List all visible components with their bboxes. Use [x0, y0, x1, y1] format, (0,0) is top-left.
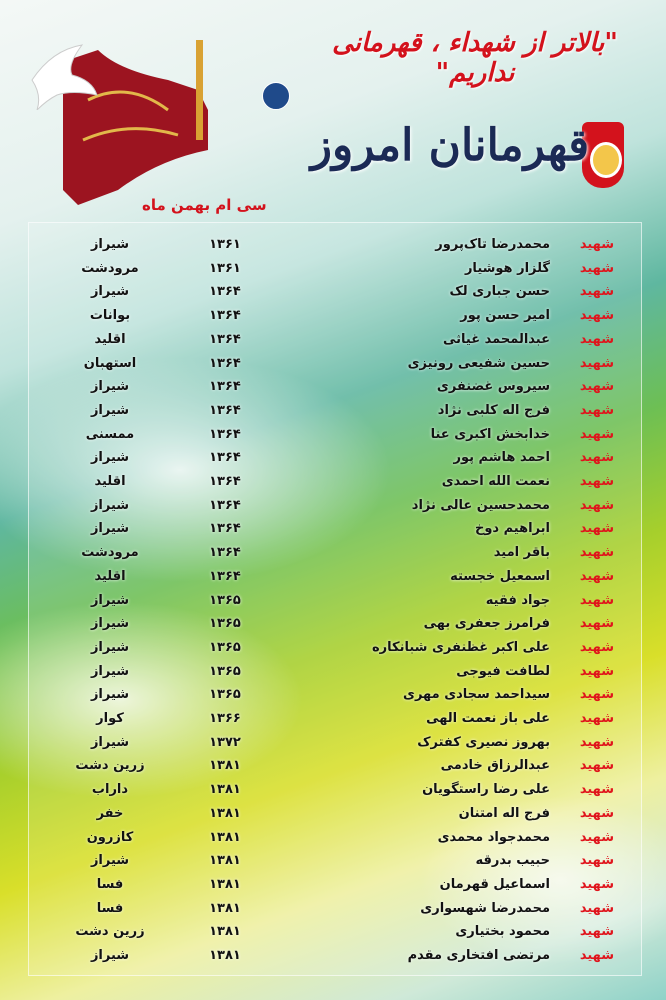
list-item — [0, 920, 666, 943]
martyr-name: بهروز نصیری کفترک — [417, 734, 550, 750]
list-item — [0, 399, 666, 422]
list-item — [0, 328, 666, 351]
martyr-label: شهید — [579, 876, 614, 892]
martyr-city: شیراز — [90, 284, 130, 300]
martyr-label: شهید — [579, 663, 614, 679]
list-item — [0, 494, 666, 517]
list-item — [0, 612, 666, 635]
martyr-city: کوار — [96, 711, 124, 726]
martyr-year: ۱۳۶۵ — [209, 687, 241, 703]
martyr-name: علی باز نعمت الهی — [426, 711, 550, 726]
list-item — [0, 280, 666, 303]
martyr-year: ۱۳۷۲ — [209, 734, 241, 750]
martyr-label: شهید — [579, 284, 614, 300]
martyr-label: شهید — [579, 426, 614, 442]
martyr-year: ۱۳۶۴ — [209, 545, 241, 561]
list-item — [0, 660, 666, 683]
martyr-year: ۱۳۸۱ — [209, 853, 241, 869]
martyr-name: فرج اله کلبی نژاد — [437, 402, 550, 418]
martyr-label: شهید — [579, 402, 614, 418]
list-item — [0, 423, 666, 446]
martyr-city: شیراز — [90, 237, 130, 252]
martyr-label: شهید — [579, 853, 614, 869]
list-item — [0, 636, 666, 659]
martyr-label: شهید — [579, 900, 614, 916]
martyr-city: اقلید — [94, 474, 126, 489]
list-item — [0, 754, 666, 777]
martyr-year: ۱۳۶۵ — [209, 639, 241, 655]
martyr-label: شهید — [579, 237, 614, 252]
martyr-year: ۱۳۶۴ — [209, 379, 241, 395]
martyr-label: شهید — [579, 355, 614, 371]
martyr-label: شهید — [579, 474, 614, 489]
martyr-year: ۱۳۶۴ — [209, 521, 241, 537]
martyr-label: شهید — [579, 521, 614, 537]
martyr-year: ۱۳۶۴ — [209, 474, 241, 489]
list-item — [0, 233, 666, 256]
seal-logo — [262, 82, 290, 110]
list-item — [0, 897, 666, 920]
martyr-city: خفر — [96, 805, 124, 821]
martyr-name: سیداحمد سجادی مهری — [403, 687, 550, 703]
list-item — [0, 707, 666, 730]
martyr-year: ۱۳۶۴ — [209, 497, 241, 513]
martyr-name: اسمعیل خجسته — [450, 568, 550, 584]
martyr-city: شیراز — [90, 592, 130, 608]
martyr-city: شیراز — [90, 497, 130, 513]
martyr-name: ابراهیم دوخ — [474, 521, 550, 537]
martyr-name: علی اکبر غظنفری شبانکاره — [372, 639, 550, 655]
flag-pole — [196, 40, 203, 140]
martyr-name: احمد هاشم پور — [453, 450, 550, 466]
martyr-name: محمود بختیاری — [455, 924, 550, 940]
martyr-name: گلزار هوشیار — [464, 260, 550, 276]
martyr-name: محمدجواد محمدی — [437, 829, 550, 845]
martyr-name: حسن جباری لک — [449, 284, 550, 300]
martyr-city: شیراز — [90, 379, 130, 395]
list-item — [0, 446, 666, 469]
page-title: قهرمانان امروز — [310, 120, 590, 171]
martyr-city: مرودشت — [81, 260, 139, 276]
martyr-name: اسماعیل قهرمان — [439, 876, 550, 892]
martyr-city: شیراز — [90, 853, 130, 869]
martyr-name: جواد فقیه — [485, 592, 550, 608]
martyr-year: ۱۳۶۴ — [209, 402, 241, 418]
header-quote: "بالاتر از شهداء ، قهرمانی نداریم" — [332, 28, 618, 88]
martyr-year: ۱۳۸۱ — [209, 758, 241, 774]
list-item — [0, 683, 666, 706]
martyr-label: شهید — [579, 758, 614, 774]
martyr-city: شیراز — [90, 616, 130, 632]
martyr-label: شهید — [579, 308, 614, 324]
martyr-city: شیراز — [90, 450, 130, 466]
martyr-label: شهید — [579, 782, 614, 798]
martyr-year: ۱۳۶۴ — [209, 450, 241, 466]
martyr-year: ۱۳۶۱ — [209, 237, 241, 252]
martyr-label: شهید — [579, 379, 614, 395]
martyr-city: ممسنی — [85, 426, 135, 442]
list-item — [0, 944, 666, 967]
martyr-city: شیراز — [90, 402, 130, 418]
list-item — [0, 778, 666, 801]
list-item — [0, 517, 666, 540]
martyr-name: عبدالرزاق خادمی — [440, 758, 550, 774]
martyr-label: شهید — [579, 734, 614, 750]
martyr-name: حبیب بدرقه — [475, 853, 550, 869]
martyr-label: شهید — [579, 829, 614, 845]
martyr-label: شهید — [579, 616, 614, 632]
martyr-city: شیراز — [90, 639, 130, 655]
martyr-label: شهید — [579, 639, 614, 655]
martyr-city: کازرون — [86, 829, 134, 845]
martyr-name: سیروس غضنفری — [436, 379, 550, 395]
list-item — [0, 565, 666, 588]
martyr-city: شیراز — [90, 687, 130, 703]
martyr-year: ۱۳۶۵ — [209, 616, 241, 632]
martyr-name: مرتضی افتخاری مقدم — [407, 948, 550, 963]
martyr-label: شهید — [579, 711, 614, 726]
martyr-label: شهید — [579, 687, 614, 703]
martyr-year: ۱۳۸۱ — [209, 829, 241, 845]
martyr-year: ۱۳۸۱ — [209, 900, 241, 916]
list-item — [0, 826, 666, 849]
martyr-city: زرین دشت — [75, 924, 145, 940]
martyr-year: ۱۳۶۶ — [209, 711, 241, 726]
martyr-year: ۱۳۶۴ — [209, 284, 241, 300]
martyr-name: فرج اله امتنان — [458, 805, 550, 821]
martyr-year: ۱۳۶۴ — [209, 355, 241, 371]
martyr-city: زرین دشت — [75, 758, 145, 774]
list-item — [0, 541, 666, 564]
martyr-name: محمدرضا شهسواری — [420, 900, 550, 916]
martyr-label: شهید — [579, 497, 614, 513]
list-item — [0, 257, 666, 280]
martyr-name: لطافت فیوجی — [456, 663, 550, 679]
martyr-year: ۱۳۸۱ — [209, 782, 241, 798]
list-item — [0, 304, 666, 327]
martyr-year: ۱۳۶۴ — [209, 568, 241, 584]
list-item — [0, 849, 666, 872]
martyr-year: ۱۳۶۱ — [209, 260, 241, 276]
martyr-name: امیر حسن پور — [460, 308, 550, 324]
list-item — [0, 589, 666, 612]
martyr-label: شهید — [579, 568, 614, 584]
dove-icon — [22, 40, 102, 110]
date-label: سی ام بهمن ماه — [142, 196, 267, 214]
martyr-city: استهبان — [83, 355, 137, 371]
martyr-city: شیراز — [90, 948, 130, 963]
martyr-year: ۱۳۶۴ — [209, 426, 241, 442]
martyr-label: شهید — [579, 545, 614, 561]
martyr-name: فرامرز جعفری بهی — [423, 616, 550, 632]
martyr-name: محمدحسین عالی نژاد — [411, 497, 550, 513]
martyr-label: شهید — [579, 805, 614, 821]
martyr-city: شیراز — [90, 734, 130, 750]
martyr-year: ۱۳۸۱ — [209, 805, 241, 821]
martyr-year: ۱۳۸۱ — [209, 876, 241, 892]
martyr-city: شیراز — [90, 521, 130, 537]
martyr-year: ۱۳۶۴ — [209, 331, 241, 347]
martyr-city: فسا — [96, 900, 124, 916]
martyr-name: حسین شفیعی رونیزی — [407, 355, 550, 371]
martyr-name: محمدرضا تاک‌پرور — [435, 237, 550, 252]
martyr-name: خدابخش اکبری عنا — [430, 426, 550, 442]
martyr-label: شهید — [579, 450, 614, 466]
martyr-city: داراب — [91, 782, 129, 798]
martyr-label: شهید — [579, 260, 614, 276]
martyr-label: شهید — [579, 948, 614, 963]
martyr-city: مرودشت — [81, 545, 139, 561]
martyr-city: اقلید — [94, 331, 126, 347]
martyr-name: نعمت الله احمدی — [441, 474, 550, 489]
martyr-name: علی رضا راستگویان — [422, 782, 550, 798]
martyr-label: شهید — [579, 331, 614, 347]
martyr-year: ۱۳۸۱ — [209, 948, 241, 963]
martyr-city: اقلید — [94, 568, 126, 584]
martyr-year: ۱۳۶۵ — [209, 663, 241, 679]
list-item — [0, 731, 666, 754]
martyr-city: فسا — [96, 876, 124, 892]
list-item — [0, 802, 666, 825]
martyr-label: شهید — [579, 592, 614, 608]
list-item — [0, 873, 666, 896]
list-item — [0, 375, 666, 398]
martyr-year: ۱۳۶۵ — [209, 592, 241, 608]
list-item — [0, 470, 666, 493]
list-item — [0, 352, 666, 375]
martyr-name: باقر امید — [493, 545, 550, 561]
martyr-year: ۱۳۶۴ — [209, 308, 241, 324]
martyr-city: شیراز — [90, 663, 130, 679]
martyr-city: بوانات — [89, 308, 131, 324]
martyr-year: ۱۳۸۱ — [209, 924, 241, 940]
martyr-name: عبدالمحمد غیاثی — [443, 331, 550, 347]
martyr-label: شهید — [579, 924, 614, 940]
